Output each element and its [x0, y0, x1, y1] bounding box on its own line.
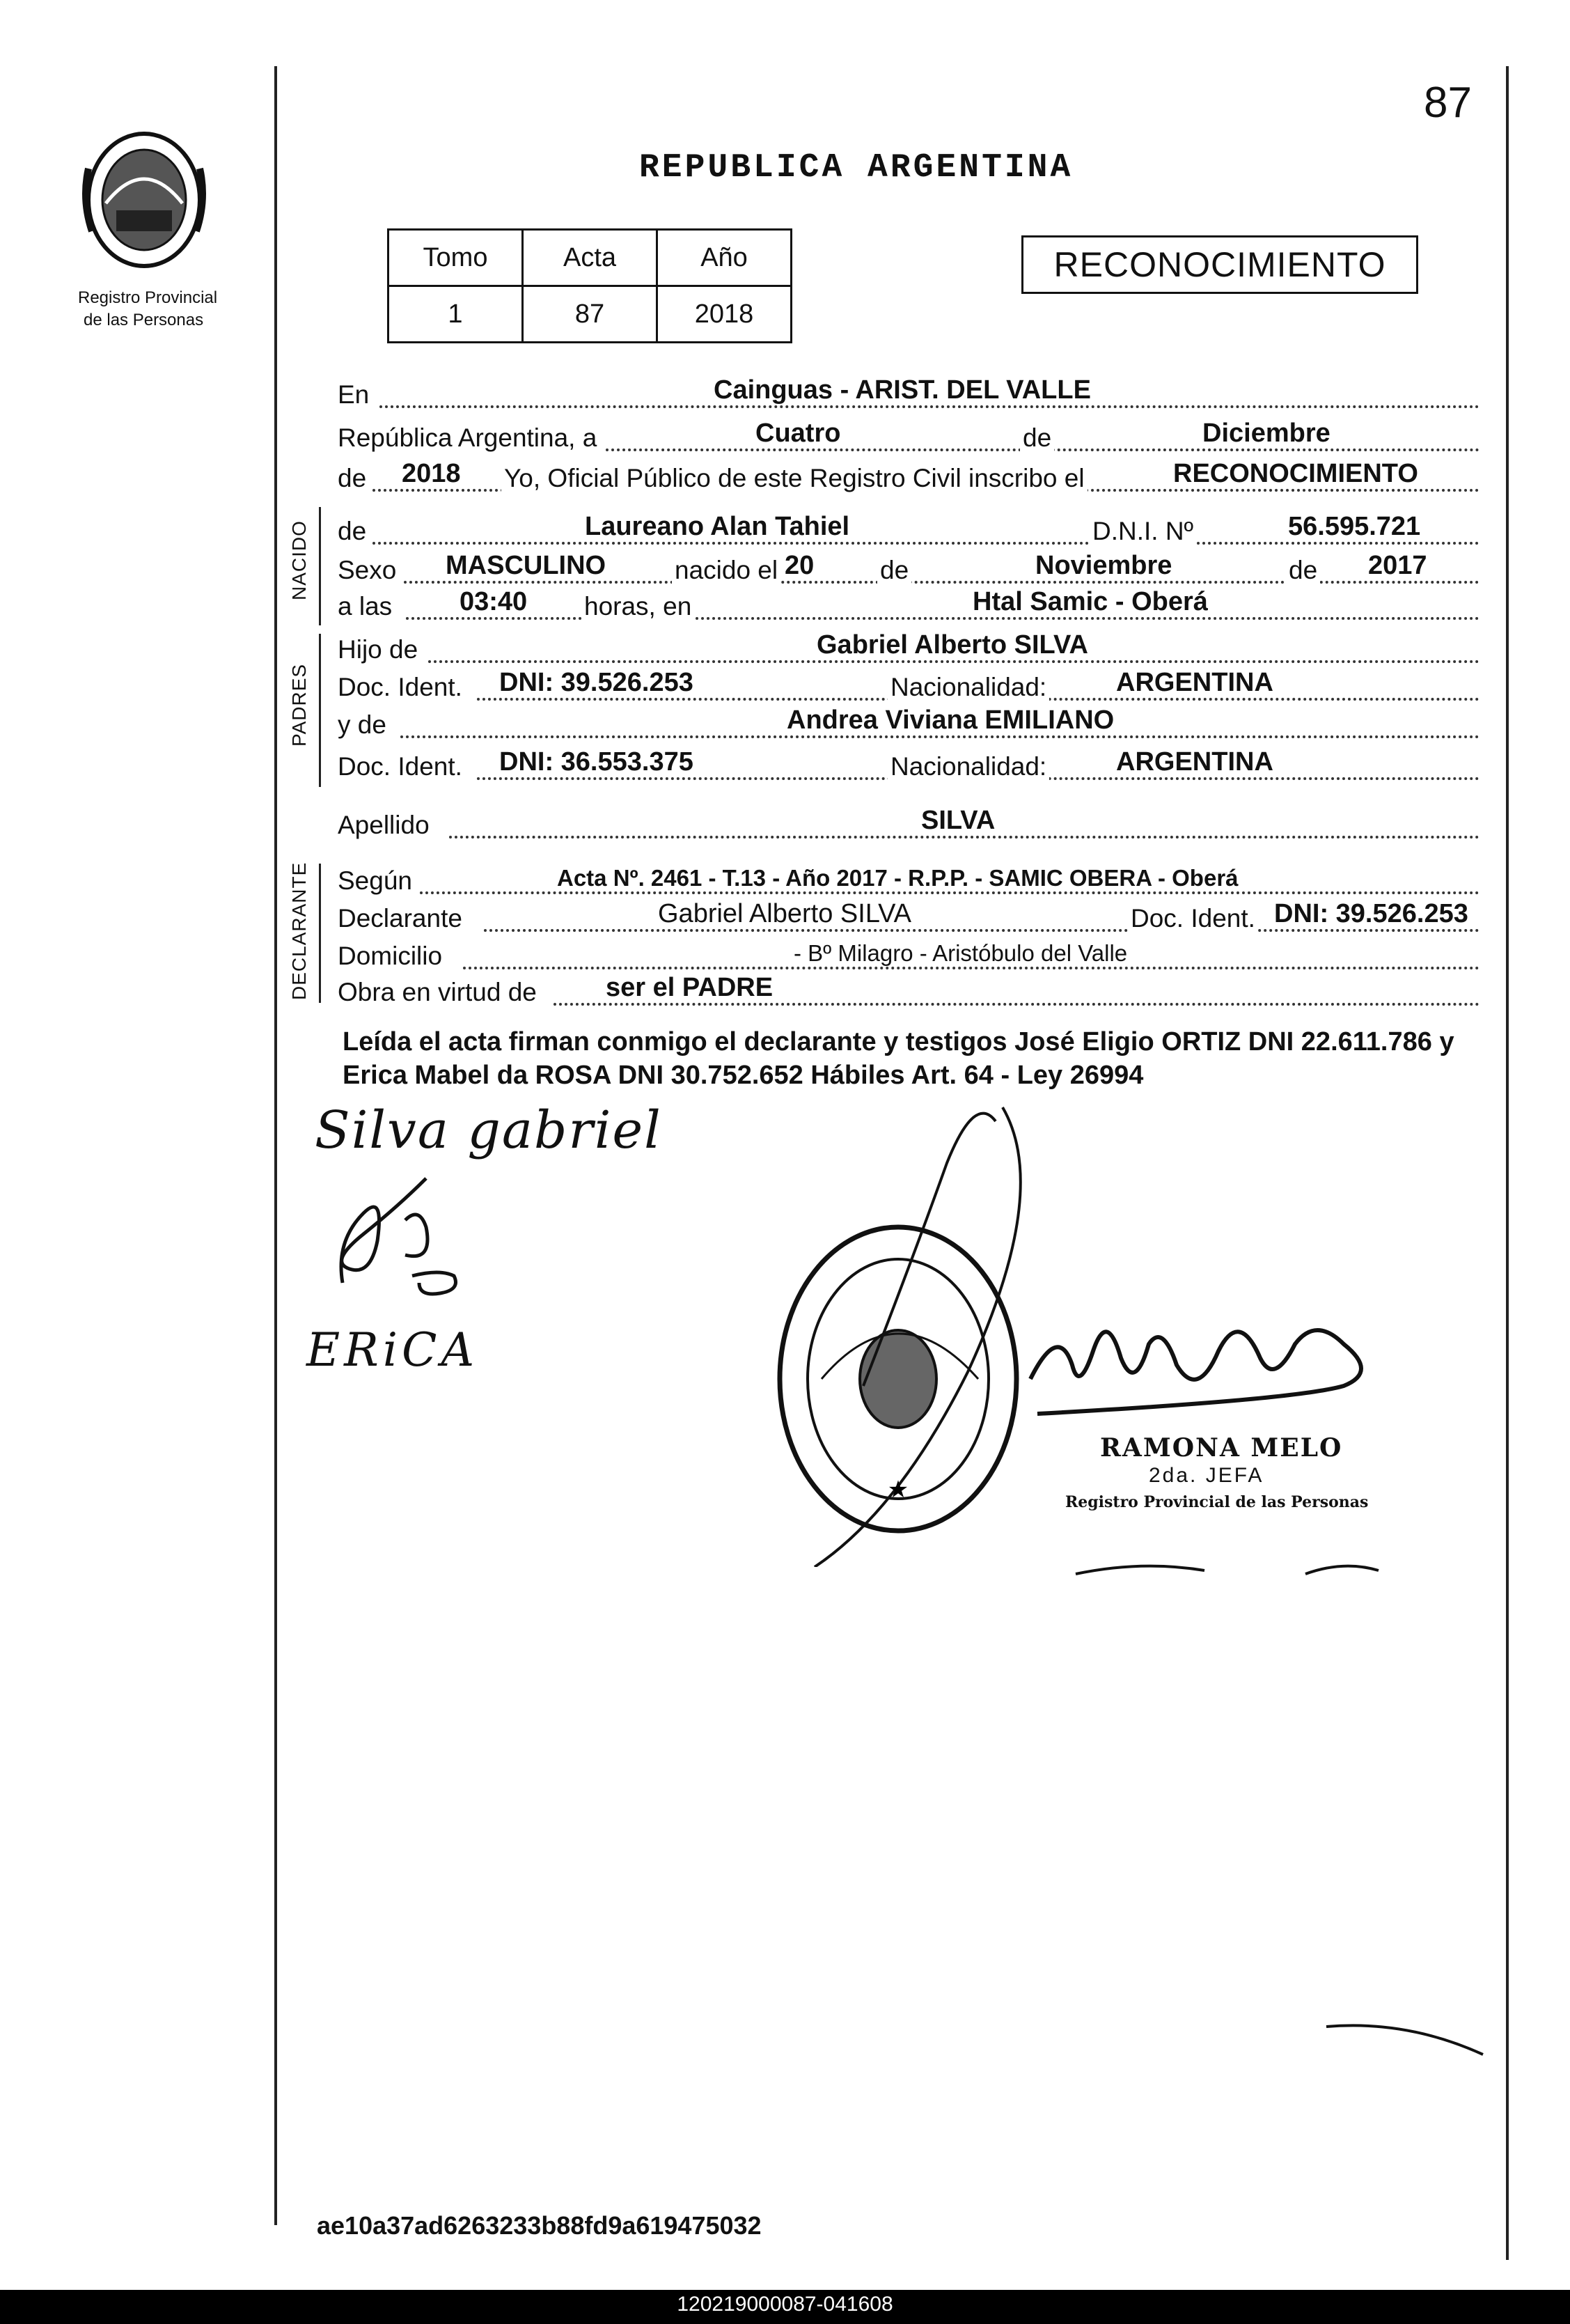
declarante-section-label: DECLARANTE [288, 861, 310, 1000]
record-value-ano: 2018 [657, 286, 792, 343]
mother-nat-value: ARGENTINA [1116, 747, 1273, 777]
row-declarante [338, 894, 1479, 936]
row-father-doc [338, 663, 1479, 705]
signature-witness-2: ERiCA [306, 1323, 479, 1377]
day-value: Cuatro [755, 419, 841, 448]
barcode-text: 120219000087-041608 [677, 2293, 893, 2316]
mother-name-value: Andrea Viviana EMILIANO [787, 705, 1115, 735]
padres-section-label: PADRES [288, 663, 310, 747]
mother-doc-label: Doc. Ident. [338, 752, 462, 781]
nacido-de-label: de [338, 517, 367, 545]
signature-declarante: Silva gabriel [315, 1100, 662, 1160]
apellido-value: SILVA [921, 806, 996, 835]
father-doc-label: Doc. Ident. [338, 673, 462, 701]
provincia-misiones-seal-icon [78, 127, 210, 276]
obra-value: ser el PADRE [606, 973, 774, 1002]
y-de-label: y de [338, 710, 386, 739]
registry-seal [78, 127, 210, 276]
dni-label: D.N.I. Nº [1090, 517, 1196, 546]
row-en [338, 371, 1479, 412]
row-sexo [338, 546, 1479, 588]
segun-value: Acta Nº. 2461 - T.13 - Año 2017 - R.P.P. - SAMIC OBERA - Oberá [557, 865, 1239, 891]
record-header-acta: Acta [523, 230, 657, 286]
record-value-tomo: 1 [388, 286, 523, 343]
declarante-label: Declarante [338, 904, 462, 933]
left-margin-line [274, 66, 277, 2225]
declarante-value: Gabriel Alberto SILVA [658, 899, 912, 928]
row-domicilio [338, 932, 1479, 974]
document-hash: ae10a37ad6263233b88fd9a619475032 [317, 2211, 762, 2240]
row-hijo-de [338, 625, 1479, 667]
declarante-doc-label: Doc. Ident. [1128, 904, 1258, 933]
father-nat-value: ARGENTINA [1116, 668, 1273, 697]
row-y-de [338, 701, 1479, 742]
en-value: Cainguas - ARIST. DEL VALLE [714, 375, 1091, 405]
row-segun [338, 857, 1479, 898]
birth-de-label2: de [1286, 556, 1320, 585]
mother-doc-value: DNI: 36.553.375 [499, 747, 693, 777]
year-value: 2018 [402, 459, 461, 488]
row-obra [338, 968, 1479, 1010]
father-name-value: Gabriel Alberto SILVA [817, 630, 1088, 660]
record-type-box: RECONOCIMIENTO [1021, 235, 1418, 294]
row-hora [338, 582, 1479, 624]
de2-label: de [338, 464, 367, 492]
row-mother-doc [338, 742, 1479, 784]
closing-statement: Leída el acta firman conmigo el declarante y testigos José Eligio ORTIZ DNI 22.611.786 y Erica Mabel da ROSA DNI 30.752.652 Hábiles Art. 64 - Ley 26994 [343, 1027, 1454, 1090]
record-table [387, 228, 792, 343]
declarante-doc-value: DNI: 39.526.253 [1274, 899, 1468, 928]
republica-label: República Argentina, a [338, 423, 597, 452]
domicilio-label: Domicilio [338, 942, 443, 970]
nacido-section-line [319, 507, 321, 625]
official-name: RAMONA MELO [1100, 1433, 1343, 1463]
svg-text:★: ★ [887, 1476, 909, 1504]
official-seal-icon [759, 1079, 1051, 1567]
registry-name-line2: de las Personas [84, 311, 204, 329]
stroke-line-decoration-3 [1323, 2006, 1490, 2061]
father-nat-label: Nacionalidad: [888, 673, 1049, 702]
child-dni-value: 56.595.721 [1288, 512, 1421, 541]
birth-day-value: 20 [785, 551, 815, 580]
birth-de-label: de [877, 556, 911, 585]
stroke-line-decoration-1 [1072, 1560, 1211, 1581]
child-name-value: Laureano Alan Tahiel [585, 512, 850, 541]
row-republica [338, 414, 1479, 455]
row-nacido-name [338, 507, 1479, 549]
domicilio-value: - Bº Milagro - Aristóbulo del Valle [794, 940, 1128, 966]
birth-time-value: 03:40 [460, 587, 528, 616]
birth-place-value: Htal Samic - Oberá [973, 587, 1208, 616]
obra-label: Obra en virtud de [338, 978, 537, 1006]
padres-section-line [319, 634, 321, 787]
hijo-de-label: Hijo de [338, 635, 418, 664]
record-header-ano: Año [657, 230, 792, 286]
registry-name-line1: Registro Provincial [78, 288, 218, 307]
document-title: REPUBLICA ARGENTINA [639, 149, 1074, 187]
act-value: RECONOCIMIENTO [1173, 459, 1418, 488]
mother-nat-label: Nacionalidad: [888, 752, 1049, 781]
official-role: 2da. JEFA [1149, 1464, 1264, 1487]
oficial-label: Yo, Oficial Público de este Registro Civil inscribo el [501, 464, 1088, 493]
record-header-tomo: Tomo [388, 230, 523, 286]
official-org: Registro Provincial de las Personas [1065, 1493, 1369, 1511]
record-value-acta: 87 [523, 286, 657, 343]
apellido-label: Apellido [338, 811, 430, 839]
birth-month-value: Noviembre [1035, 551, 1172, 580]
de-label: de [1020, 423, 1054, 453]
right-margin-line [1506, 66, 1509, 2260]
sexo-label: Sexo [338, 556, 397, 584]
sexo-value: MASCULINO [446, 551, 606, 580]
barcode-footer-bar [0, 2290, 1570, 2324]
a-las-label: a las [338, 592, 393, 621]
row-apellido [338, 801, 1479, 843]
stroke-line-decoration-2 [1302, 1560, 1385, 1581]
father-doc-value: DNI: 39.526.253 [499, 668, 693, 697]
declarante-section-line [319, 864, 321, 1003]
page-number: 87 [1424, 79, 1472, 127]
nacido-el-label: nacido el [672, 556, 780, 585]
month-value: Diciembre [1202, 419, 1330, 448]
row-oficial [338, 454, 1479, 496]
horas-label: horas, en [581, 592, 694, 621]
en-label: En [338, 380, 370, 409]
birth-year-value: 2017 [1368, 551, 1427, 580]
signature-witness-1-icon [322, 1164, 475, 1304]
official-signature-icon [1016, 1281, 1406, 1435]
segun-label: Según [338, 866, 412, 895]
nacido-section-label: NACIDO [288, 520, 310, 600]
